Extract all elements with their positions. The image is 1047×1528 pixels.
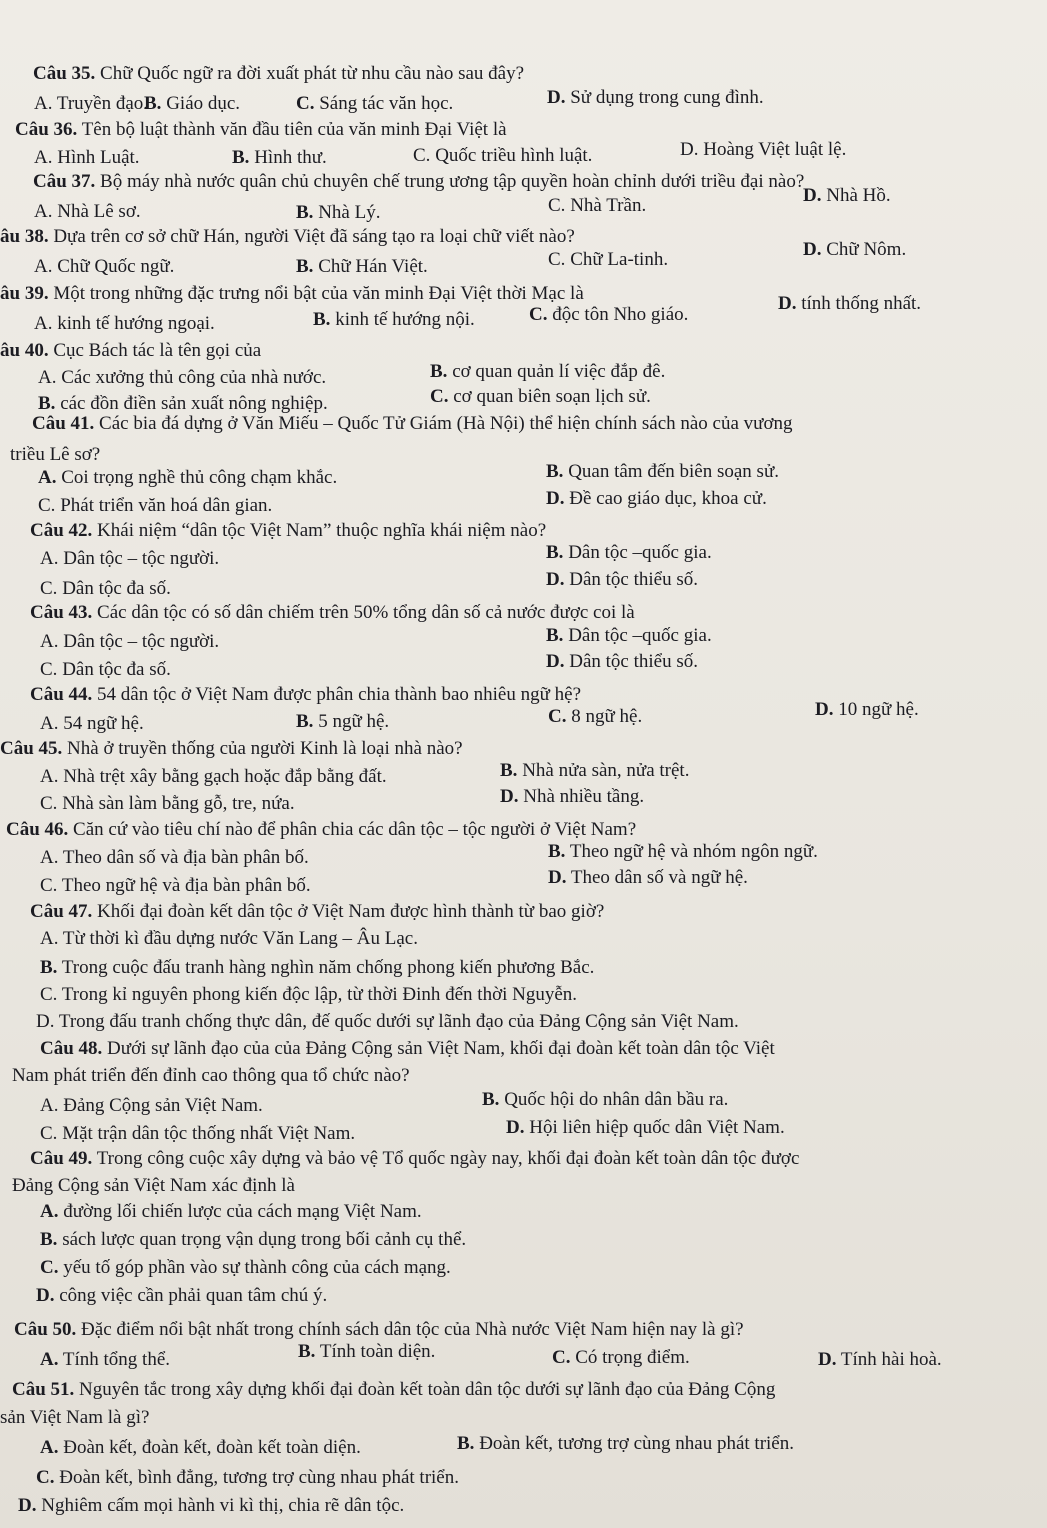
q37-option-b: B. Nhà Lý. [296,202,381,223]
q39-option-d: D. tính thống nhất. [778,293,922,314]
q41-option-c: C. Phát triển văn hoá dân gian. [38,495,273,516]
q50-option-c: C. Có trọng điểm. [552,1347,690,1368]
q46-option-d: D. Theo dân số và ngữ hệ. [548,867,748,888]
question-50: Câu 50. Đặc điểm nổi bật nhất trong chính sách dân tộc của Nhà nước Việt Nam hiện nay là gì? [14,1319,744,1340]
q51-option-c: C. Đoàn kết, bình đẳng, tương trợ cùng nhau phát triển. [36,1467,459,1488]
question-45: Câu 45. Nhà ở truyền thống của người Kinh là loại nhà nào? [0,738,463,759]
q46-option-a: A. Theo dân số và địa bàn phân bố. [40,847,309,868]
q49-option-c: C. yếu tố góp phần vào sự thành công của cách mạng. [40,1257,451,1278]
q48-option-c: C. Mặt trận dân tộc thống nhất Việt Nam. [40,1123,356,1144]
q36-option-a: A. Hình Luật. [34,147,140,168]
q50-option-a: A. Tính tổng thể. [40,1349,171,1370]
q47-option-d: D. Trong đấu tranh chống thực dân, đế quốc dưới sự lãnh đạo của Đảng Cộng sản Việt Nam. [36,1011,739,1032]
q38-option-a: A. Chữ Quốc ngữ. [34,256,175,277]
q37-option-a: A. Nhà Lê sơ. [34,201,141,222]
question-38: âu 38. Dựa trên cơ sở chữ Hán, người Việt đã sáng tạo ra loại chữ viết nào? [0,226,575,247]
question-48-cont: Nam phát triển đến đỉnh cao thông qua tổ chức nào? [12,1065,410,1086]
q39-option-b: B. kinh tế hướng nội. [313,309,475,330]
q39-option-c: C. độc tôn Nho giáo. [529,304,689,325]
q37-option-c: C. Nhà Trần. [548,195,647,216]
q43-option-d: D. Dân tộc thiểu số. [546,651,698,672]
q47-option-b: B. Trong cuộc đấu tranh hàng nghìn năm chống phong kiến phương Bắc. [40,957,595,978]
q43-option-b: B. Dân tộc –quốc gia. [546,625,712,646]
q44-option-d: D. 10 ngữ hệ. [815,699,919,720]
q49-option-b: B. sách lược quan trọng vận dụng trong bối cảnh cụ thể. [40,1229,467,1250]
q38-option-d: D. Chữ Nôm. [803,239,907,260]
q36-option-b: B. Hình thư. [232,147,327,168]
q44-option-c: C. 8 ngữ hệ. [548,706,643,727]
question-43: Câu 43. Các dân tộc có số dân chiếm trên 50% tổng dân số cả nước được coi là [30,602,635,623]
q35-option-b: B. Giáo dục. [144,93,241,114]
q50-option-b: B. Tính toàn diện. [298,1341,436,1362]
q45-option-c: C. Nhà sàn làm bằng gỗ, tre, nứa. [40,793,295,814]
q45-option-d: D. Nhà nhiều tầng. [500,786,645,807]
q40-option-c: C. cơ quan biên soạn lịch sử. [430,386,651,407]
q40-option-a: A. Các xưởng thủ công của nhà nước. [38,367,327,388]
q35-option-a: A. Truyền đạo. [34,93,149,114]
q46-option-c: C. Theo ngữ hệ và địa bàn phân bố. [40,875,311,896]
q38-option-b: B. Chữ Hán Việt. [296,256,428,277]
q49-option-d: D. công việc cần phải quan tâm chú ý. [36,1285,328,1306]
question-51: Câu 51. Nguyên tắc trong xây dựng khối đại đoàn kết toàn dân tộc dưới sự lãnh đạo của Đảng Cộng [12,1379,776,1400]
question-47: Câu 47. Khối đại đoàn kết dân tộc ở Việt Nam được hình thành từ bao giờ? [30,901,605,922]
question-44: Câu 44. 54 dân tộc ở Việt Nam được phân chia thành bao nhiêu ngữ hệ? [30,684,582,705]
q46-option-b: B. Theo ngữ hệ và nhóm ngôn ngữ. [548,841,818,862]
q44-option-b: B. 5 ngữ hệ. [296,711,390,732]
q40-option-b2: B. các đồn điền sản xuất nông nghiệp. [38,393,328,414]
q36-option-d: D. Hoàng Việt luật lệ. [680,139,847,160]
question-46: Câu 46. Căn cứ vào tiêu chí nào để phân chia các dân tộc – tộc người ở Việt Nam? [6,819,637,840]
q38-option-c: C. Chữ La-tinh. [548,249,669,270]
question-35: Câu 35. Chữ Quốc ngữ ra đời xuất phát từ nhu cầu nào sau đây? [33,63,525,84]
q35-option-d: D. Sử dụng trong cung đình. [547,87,764,108]
q43-option-a: A. Dân tộc – tộc người. [40,631,220,652]
question-41: Câu 41. Các bia đá dựng ở Văn Miếu – Quốc Tử Giám (Hà Nội) thể hiện chính sách nào của vương [32,413,793,434]
q49-option-a: A. đường lối chiến lược của cách mạng Việt Nam. [40,1201,422,1222]
q40-option-b: B. cơ quan quản lí việc đắp đê. [430,361,666,382]
q47-option-c: C. Trong kỉ nguyên phong kiến độc lập, từ thời Đinh đến thời Nguyễn. [40,984,578,1005]
question-48: Câu 48. Dưới sự lãnh đạo của của Đảng Cộng sản Việt Nam, khối đại đoàn kết toàn dân tộc Việt [40,1038,775,1059]
q35-option-c: C. Sáng tác văn học. [296,93,454,114]
q36-option-c: C. Quốc triều hình luật. [413,145,593,166]
q42-option-b: B. Dân tộc –quốc gia. [546,542,712,563]
q37-option-d: D. Nhà Hồ. [803,185,891,206]
q43-option-c: C. Dân tộc đa số. [40,659,171,680]
question-39: âu 39. Một trong những đặc trưng nổi bật của văn minh Đại Việt thời Mạc là [0,283,584,304]
q42-option-c: C. Dân tộc đa số. [40,578,171,599]
q51-option-d: D. Nghiêm cấm mọi hành vi kì thị, chia rẽ dân tộc. [18,1495,405,1516]
q47-option-a: A. Từ thời kì đầu dựng nước Văn Lang – Âu Lạc. [40,928,418,949]
question-42: Câu 42. Khái niệm “dân tộc Việt Nam” thuộc nghĩa khái niệm nào? [30,520,547,541]
question-49: Câu 49. Trong công cuộc xây dựng và bảo vệ Tổ quốc ngày nay, khối đại đoàn kết toàn dân tộc được [30,1148,800,1169]
q44-option-a: A. 54 ngữ hệ. [40,713,144,734]
q45-option-b: B. Nhà nửa sàn, nửa trệt. [500,760,690,781]
q41-option-b: B. Quan tâm đến biên soạn sử. [546,461,779,482]
q42-option-a: A. Dân tộc – tộc người. [40,548,220,569]
q42-option-d: D. Dân tộc thiểu số. [546,569,698,590]
q50-option-d: D. Tính hài hoà. [818,1349,942,1370]
q41-option-d: D. Đề cao giáo dục, khoa cử. [546,488,767,509]
q48-option-d: D. Hội liên hiệp quốc dân Việt Nam. [506,1117,785,1138]
question-51-cont: sản Việt Nam là gì? [0,1407,150,1428]
q48-option-a: A. Đảng Cộng sản Việt Nam. [40,1095,263,1116]
question-36: Câu 36. Tên bộ luật thành văn đầu tiên của văn minh Đại Việt là [15,119,507,140]
q39-option-a: A. kinh tế hướng ngoại. [34,313,215,334]
question-40: âu 40. Cục Bách tác là tên gọi của [0,340,262,361]
q48-option-b: B. Quốc hội do nhân dân bầu ra. [482,1089,729,1110]
question-41-cont: triều Lê sơ? [10,444,101,465]
q45-option-a: A. Nhà trệt xây bằng gạch hoặc đắp bằng đất. [40,766,387,787]
q41-option-a: A. Coi trọng nghề thủ công chạm khắc. [38,467,338,488]
question-37: Câu 37. Bộ máy nhà nước quân chủ chuyên chế trung ương tập quyền hoàn chỉnh dưới triều đại nào? [33,171,805,192]
q51-option-b: B. Đoàn kết, tương trợ cùng nhau phát triển. [457,1433,794,1454]
q51-option-a: A. Đoàn kết, đoàn kết, đoàn kết toàn diện. [40,1437,361,1458]
question-49-cont: Đảng Cộng sản Việt Nam xác định là [12,1175,295,1196]
